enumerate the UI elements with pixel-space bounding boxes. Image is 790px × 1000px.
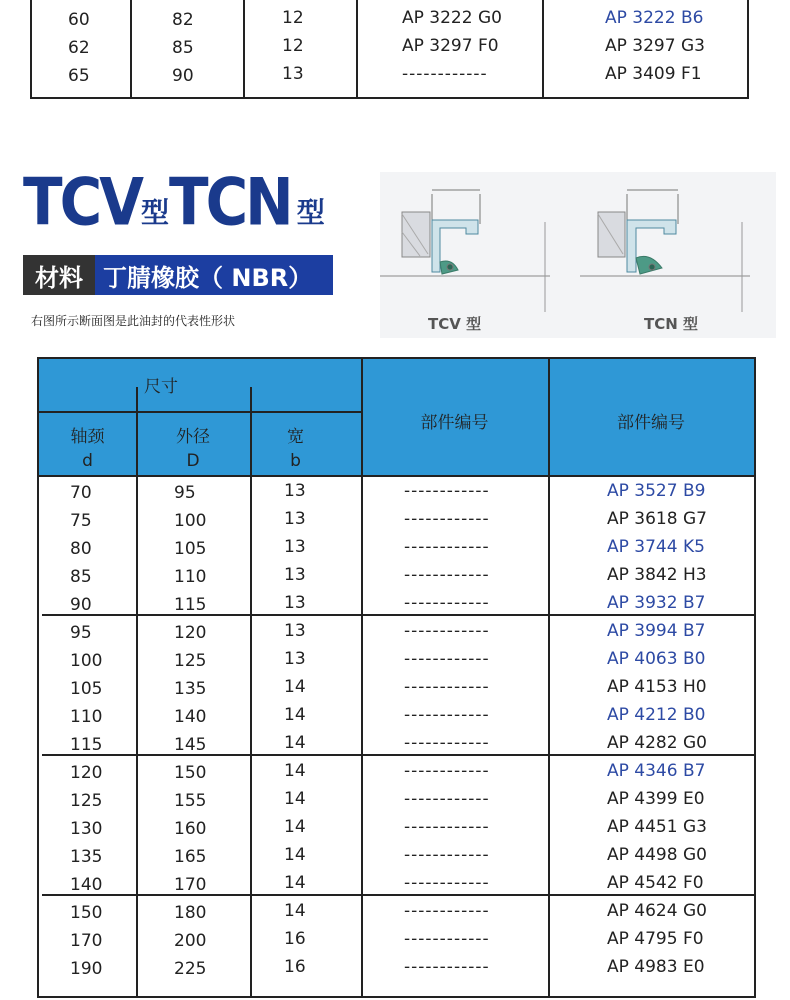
cell-width: 12 — [282, 8, 304, 28]
cell-width: 16 — [284, 929, 306, 949]
cell-shaft: 170 — [70, 931, 103, 951]
cell-part-1: ------------ — [404, 761, 490, 781]
cell-part-1: ------------ — [404, 957, 490, 977]
column-divider — [136, 475, 138, 996]
cell-width: 14 — [284, 677, 306, 697]
cell-outer: 135 — [174, 679, 207, 699]
cell-shaft: 65 — [68, 66, 90, 86]
cell-shaft: 80 — [70, 539, 92, 559]
cell-shaft: 90 — [70, 595, 92, 615]
cell-shaft: 95 — [70, 623, 92, 643]
column-divider — [356, 0, 358, 97]
cell-part-2: AP 3744 K5 — [607, 537, 705, 557]
cell-part-1: ------------ — [404, 621, 490, 641]
cell-part-2: AP 3618 G7 — [607, 509, 707, 529]
product-heading — [23, 163, 325, 241]
cell-outer: 85 — [172, 38, 194, 58]
cell-part-1: ------------ — [404, 845, 490, 865]
cell-width: 13 — [284, 537, 306, 557]
cell-part-2: AP 4451 G3 — [607, 817, 707, 837]
cell-part-2: AP 4282 G0 — [607, 733, 707, 753]
group-divider — [42, 754, 755, 756]
header-bottom-border — [39, 475, 754, 477]
cell-part-1: AP 3222 G0 — [402, 8, 502, 28]
cell-shaft: 110 — [70, 707, 103, 727]
cell-part-1: ------------ — [404, 705, 490, 725]
cross-section-drawing — [380, 172, 776, 338]
cell-outer: 170 — [174, 875, 207, 895]
cell-shaft: 75 — [70, 511, 92, 531]
column-divider — [542, 0, 544, 97]
header-tick — [136, 387, 138, 411]
cell-width: 14 — [284, 789, 306, 809]
cell-part-1: ------------ — [404, 677, 490, 697]
cell-part-1: ------------ — [404, 593, 490, 613]
cell-part-1: AP 3297 F0 — [402, 36, 499, 56]
tcn-section — [580, 190, 750, 312]
cell-part-1: ------------ — [404, 901, 490, 921]
cell-part-1: ------------ — [404, 481, 490, 501]
cell-part-1: ------------ — [402, 64, 488, 84]
cell-outer: 140 — [174, 707, 207, 727]
cell-width: 14 — [284, 761, 306, 781]
cell-shaft: 120 — [70, 763, 103, 783]
cell-part-2: AP 3932 B7 — [607, 593, 706, 613]
drawing-label-tcn: TCN 型 — [644, 315, 699, 333]
cell-part-2: AP 4983 E0 — [607, 957, 705, 977]
column-divider — [548, 359, 550, 996]
cell-outer: 200 — [174, 931, 207, 951]
material-bar — [23, 255, 333, 295]
cell-part-1: ------------ — [404, 649, 490, 669]
material-value: 丁腈橡胶（ NBR） — [95, 255, 333, 295]
cell-outer: 100 — [174, 511, 207, 531]
cell-part-2: AP 3842 H3 — [607, 565, 707, 585]
cell-shaft: 140 — [70, 875, 103, 895]
cell-shaft: 150 — [70, 903, 103, 923]
cell-part-1: ------------ — [404, 789, 490, 809]
cell-outer: 90 — [172, 66, 194, 86]
cell-outer: 165 — [174, 847, 207, 867]
cell-part-1: ------------ — [404, 537, 490, 557]
cell-shaft: 130 — [70, 819, 103, 839]
cell-part-2: AP 4346 B7 — [607, 761, 706, 781]
cell-part-2: AP 4212 B0 — [607, 705, 706, 725]
cell-shaft: 60 — [68, 10, 90, 30]
cell-part-2: AP 3297 G3 — [605, 36, 705, 56]
group-divider — [42, 894, 755, 896]
cell-width: 13 — [284, 593, 306, 613]
caption: 右图所示断面图是此油封的代表性形状 — [31, 314, 236, 328]
tcv-section — [380, 190, 550, 312]
cell-shaft: 70 — [70, 483, 92, 503]
header-tick — [250, 387, 252, 411]
cell-outer: 120 — [174, 623, 207, 643]
cell-shaft: 125 — [70, 791, 103, 811]
cell-width: 12 — [282, 36, 304, 56]
cell-width: 14 — [284, 705, 306, 725]
cell-part-1: ------------ — [404, 509, 490, 529]
material-label: 材料 — [23, 255, 95, 295]
cell-width: 13 — [282, 64, 304, 84]
cell-outer: 82 — [172, 10, 194, 30]
cell-width: 14 — [284, 901, 306, 921]
header-width-label: 宽 — [287, 427, 304, 447]
cell-part-2: AP 4063 B0 — [607, 649, 706, 669]
cell-shaft: 100 — [70, 651, 103, 671]
cell-width: 13 — [284, 565, 306, 585]
header-shaft-symbol: d — [82, 451, 93, 471]
cell-part-2: AP 3409 F1 — [605, 64, 702, 84]
cell-shaft: 85 — [70, 567, 92, 587]
cell-part-2: AP 3527 B9 — [607, 481, 706, 501]
column-divider — [130, 0, 132, 97]
drawing-label-tcv: TCV 型 — [428, 315, 482, 333]
header-outer-label: 外径 — [176, 427, 210, 447]
seal-spec-table — [37, 357, 756, 998]
cell-outer: 180 — [174, 903, 207, 923]
cell-part-2: AP 4498 G0 — [607, 845, 707, 865]
cell-outer: 95 — [174, 483, 196, 503]
cell-part-2: AP 3222 B6 — [605, 8, 704, 28]
header-part-2: 部件编号 — [617, 413, 685, 433]
header-outer-symbol: D — [186, 451, 200, 471]
cell-part-2: AP 3994 B7 — [607, 621, 706, 641]
cell-outer: 155 — [174, 791, 207, 811]
cell-outer: 105 — [174, 539, 207, 559]
cell-part-1: ------------ — [404, 929, 490, 949]
model-suffix-1: 型 — [141, 196, 170, 229]
header-width-symbol: b — [290, 451, 301, 471]
cell-outer: 150 — [174, 763, 207, 783]
cell-width: 13 — [284, 621, 306, 641]
group-divider — [42, 614, 755, 616]
cell-part-1: ------------ — [404, 733, 490, 753]
cell-width: 16 — [284, 957, 306, 977]
model-name-tcv: TCV — [23, 163, 142, 241]
cell-outer: 115 — [174, 595, 207, 615]
cell-outer: 125 — [174, 651, 207, 671]
cell-part-2: AP 4542 F0 — [607, 873, 704, 893]
header-width — [250, 425, 361, 473]
cell-outer: 160 — [174, 819, 207, 839]
cell-width: 14 — [284, 845, 306, 865]
cell-width: 13 — [284, 509, 306, 529]
cell-part-1: ------------ — [404, 873, 490, 893]
cell-part-2: AP 4399 E0 — [607, 789, 705, 809]
cell-shaft: 105 — [70, 679, 103, 699]
cell-outer: 225 — [174, 959, 207, 979]
column-divider — [243, 0, 245, 97]
cell-outer: 145 — [174, 735, 207, 755]
cell-shaft: 135 — [70, 847, 103, 867]
cell-shaft: 190 — [70, 959, 103, 979]
cell-width: 14 — [284, 817, 306, 837]
column-divider — [361, 359, 363, 996]
column-divider — [250, 475, 252, 996]
cell-part-1: ------------ — [404, 565, 490, 585]
cell-part-2: AP 4795 F0 — [607, 929, 704, 949]
header-shaft-label: 轴颈 — [70, 427, 105, 447]
cell-width: 13 — [284, 649, 306, 669]
cell-shaft: 62 — [68, 38, 90, 58]
cell-part-1: ------------ — [404, 817, 490, 837]
cell-part-2: AP 4153 H0 — [607, 677, 707, 697]
header-shaft — [39, 425, 136, 473]
cell-width: 14 — [284, 873, 306, 893]
header-outer — [136, 425, 250, 473]
cell-part-2: AP 4624 G0 — [607, 901, 707, 921]
model-name-tcn: TCN — [169, 163, 291, 241]
cell-outer: 110 — [174, 567, 207, 587]
header-size: 尺寸 — [144, 377, 178, 397]
header-divider — [39, 411, 361, 413]
cell-shaft: 115 — [70, 735, 103, 755]
model-suffix-2: 型 — [296, 196, 325, 229]
cell-width: 13 — [284, 481, 306, 501]
cell-width: 14 — [284, 733, 306, 753]
header-part-1: 部件编号 — [420, 413, 489, 433]
